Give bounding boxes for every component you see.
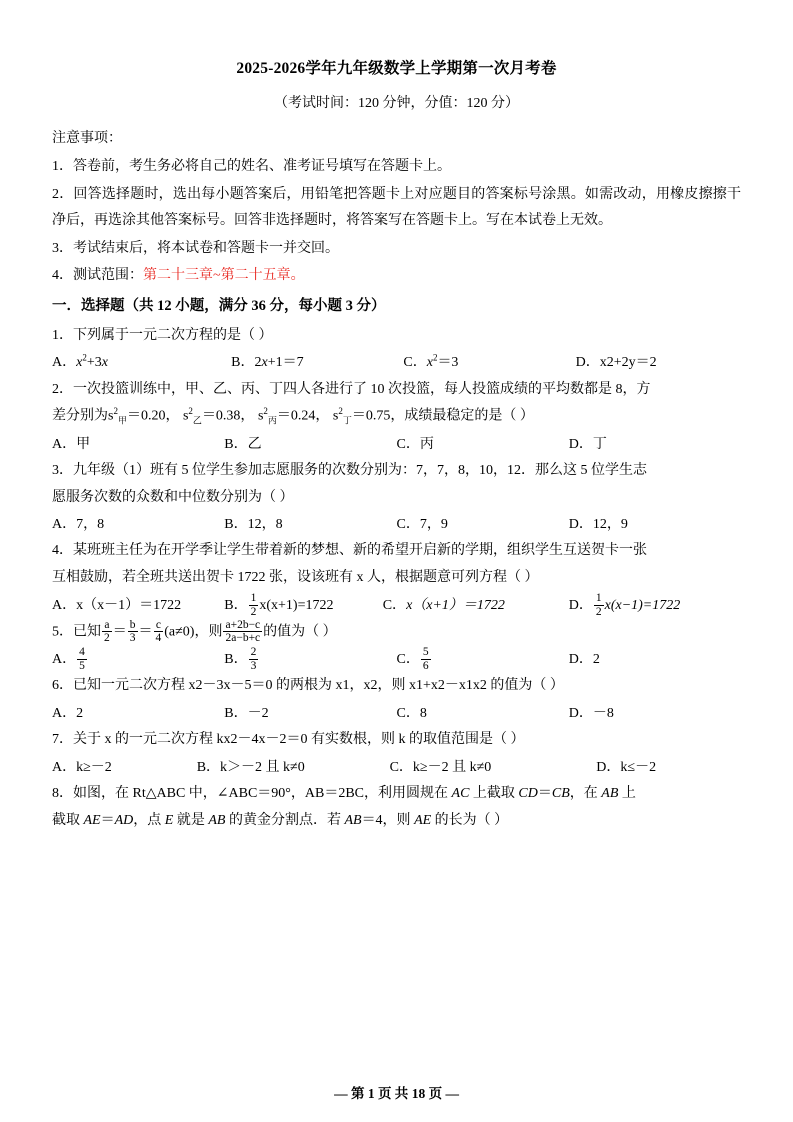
option-a[interactable]: A．7，8 — [52, 517, 105, 533]
question-8: 8．如图，在 Rt△ABC 中，∠ABC＝90°，AB＝2BC，利用圆规在 AC 上截取 CD＝CB，在 AB 上 — [52, 786, 636, 801]
note-item-2: 2．回答选择题时，选出每小题答案后，用铅笔把答题卡上对应题目的答案标号涂黑。如需改动，用橡皮擦擦干净后，再选涂其他答案标号。回答非选择题时，将答案写在答题卡上。写在本试卷上无效。 — [52, 186, 741, 228]
option-d[interactable]: D．2 — [568, 651, 600, 667]
option-a[interactable]: A．x（x－1）＝1722 — [52, 597, 182, 613]
footer-page-number: 1 — [367, 1086, 375, 1101]
option-b[interactable]: B． $\frac{1}{2}$ x(x+1)=1722 — [224, 592, 334, 618]
fraction-a-2: $\frac{a}{2}$ — [104, 618, 110, 645]
question-5-number: 5． — [52, 624, 73, 640]
footer-total-pages: 18 — [411, 1086, 426, 1101]
question-4-line2: 互相鼓励，若全班共送出贺卡 1722 张，设该班有 x 人，根据题意可列方程（ ） — [52, 570, 539, 585]
question-7 — [52, 727, 741, 754]
option-d[interactable]: D．12，9 — [568, 517, 628, 533]
question-2-text-post: ，成绩最稳定的是（ ） — [390, 409, 534, 425]
question-6-options — [52, 700, 741, 727]
variance-val-1: ＝0.20， — [126, 409, 180, 425]
footer-middle: 页 共 — [377, 1086, 409, 1101]
scope-line — [52, 263, 741, 289]
option-a[interactable]: A．$x^2+3x$ — [52, 352, 108, 371]
option-b[interactable]: B．－2 — [224, 705, 269, 721]
question-5: 5．已知 $\frac{a}{2}$ ＝ $\frac{b}{3}$ ＝ $\frac{c}{4}$ (a≠0)，则 $\frac{a+2b-c}{2a-b+c}$ 的值为（ ） — [52, 618, 337, 645]
fraction-b-3: $\frac{b}{3}$ — [129, 618, 136, 645]
option-a[interactable]: A．甲 — [52, 436, 91, 452]
note-item-1: 1．答卷前，考生务必将自己的姓名、准考证号填写在答题卡上。 — [52, 158, 451, 174]
option-c[interactable]: C．丙 — [396, 436, 434, 452]
footer-suffix: 页 — [428, 1086, 443, 1101]
scope-label: 4．测试范围： — [52, 268, 143, 284]
option-d[interactable]: D．k≤－2 — [596, 759, 657, 775]
option-d[interactable]: D． $\frac{1}{2}$ x(x−1)=1722 — [568, 592, 681, 618]
option-a[interactable]: A．2 — [52, 705, 84, 721]
page-footer — [0, 1082, 793, 1102]
option-b[interactable]: B．12，8 — [224, 517, 283, 533]
question-1 — [52, 323, 741, 350]
question-2-number: 2． — [52, 381, 73, 397]
variance-val-4: ＝0.75 — [351, 409, 391, 425]
option-a[interactable]: A．k≥－2 — [52, 759, 112, 775]
variance-sub-4: 丁 — [342, 415, 352, 426]
question-5-options — [52, 646, 741, 673]
question-2-options — [52, 431, 741, 458]
section-title-choice: 一．选择题（共 12 小题，满分 36 分，每小题 3 分） — [52, 298, 386, 315]
fraction-expression: $\frac{a+2b-c}{2a-b+c}$ — [225, 618, 261, 645]
note-item-3: 3．考试结束后，将本试卷和答题卡一并交回。 — [52, 240, 339, 256]
question-8-number: 8． — [52, 786, 73, 801]
question-2 — [52, 377, 741, 404]
footer-right-dash: — — [445, 1086, 459, 1101]
option-c[interactable]: C．$x^2=3$ — [403, 352, 459, 371]
question-3-options — [52, 511, 741, 538]
fraction-c-4: $\frac{c}{4}$ — [155, 618, 162, 645]
question-6 — [52, 673, 741, 700]
page-title: 2025-2026学年九年级数学上学期第一次月考卷 — [236, 60, 557, 77]
question-2-text-pre: 差分别为s — [52, 409, 114, 425]
question-8-line2: 截取 AE＝AD，点 E 就是 AB 的黄金分割点．若 AB＝4，则 AE 的长为（ ） — [52, 812, 509, 828]
question-4-number: 4． — [52, 543, 73, 559]
option-b[interactable]: B．k＞－2 且 k≠0 — [196, 759, 305, 775]
option-d[interactable]: D．－8 — [568, 705, 614, 721]
exam-subtitle: （考试时间：120 分钟，分值：120 分） — [274, 96, 519, 111]
question-7-number: 7． — [52, 732, 73, 748]
variance-val-2: ＝0.38， — [201, 409, 255, 425]
question-3 — [52, 458, 741, 485]
question-4-options — [52, 592, 741, 619]
option-c[interactable]: C．k≥－2 且 k≠0 — [389, 759, 492, 775]
question-1-text: 下列属于一元二次方程的是（ ） — [73, 327, 273, 343]
option-c[interactable]: C． $\frac{5}{6}$ — [396, 646, 429, 672]
question-3-text-line1: 九年级（1）班有 5 位学生参加志愿服务的次数分别为：7，7，8，10，12．那么这 5 位学生志 — [73, 462, 647, 478]
option-c[interactable]: C．8 — [396, 705, 427, 721]
variance-sub-1: 甲 — [117, 415, 127, 426]
option-c[interactable]: C．7，9 — [396, 517, 448, 533]
question-4-text-line1: 某班班主任为在开学季让学生带着新的梦想、新的希望开启新的学期，组织学生互送贺卡一张 — [73, 543, 647, 559]
question-6-number: 6． — [52, 678, 73, 694]
notes-heading: 注意事项： — [52, 131, 122, 146]
question-1-options — [52, 349, 741, 376]
question-2-line2: 差分别为$s^2_甲=0.20$， $s^2_乙=0.38$， $s^2_丙=0.24$， $s^2_丁=0.75$，成绩最稳定的是（ ） — [52, 406, 534, 426]
footer-prefix: 第 — [350, 1086, 365, 1101]
question-5-text-pre: 已知 — [73, 624, 101, 640]
option-d[interactable]: D．丁 — [568, 436, 607, 452]
option-b[interactable]: B．2x+1＝7 — [231, 355, 304, 371]
scope-value: 第二十三章~第二十五章。 — [143, 268, 305, 284]
question-3-number: 3． — [52, 462, 73, 478]
question-1-number: 1． — [52, 327, 73, 343]
option-c[interactable]: C．x（x+1）＝1722 — [382, 597, 505, 613]
option-d[interactable]: D．x2+2y＝2 — [575, 355, 657, 371]
question-2-text-line1: 一次投篮训练中，甲、乙、丙、丁四人各进行了 10 次投篮，每人投篮成绩的平均数都是 8，方 — [73, 381, 651, 397]
footer-left-dash: — — [334, 1086, 348, 1101]
question-4 — [52, 538, 741, 565]
variance-val-3: ＝0.24， — [276, 409, 330, 425]
option-a[interactable]: A． $\frac{4}{5}$ — [52, 646, 85, 672]
question-6-text: 已知一元二次方程 x2－3x－5＝0 的两根为 x1，x2，则 x1+x2－x1x2 的值为（ ） — [73, 678, 564, 694]
variance-sub-2: 乙 — [192, 415, 202, 426]
question-3-line2: 愿服务次数的众数和中位数分别为（ ） — [52, 489, 294, 505]
question-7-options — [52, 754, 741, 781]
option-b[interactable]: B．乙 — [224, 436, 262, 452]
variance-sub-3: 丙 — [267, 415, 277, 426]
question-7-text: 关于 x 的一元二次方程 kx2－4x－2＝0 有实数根，则 k 的取值范围是（ ） — [73, 732, 525, 748]
option-b[interactable]: B． $\frac{2}{3}$ — [224, 646, 257, 672]
